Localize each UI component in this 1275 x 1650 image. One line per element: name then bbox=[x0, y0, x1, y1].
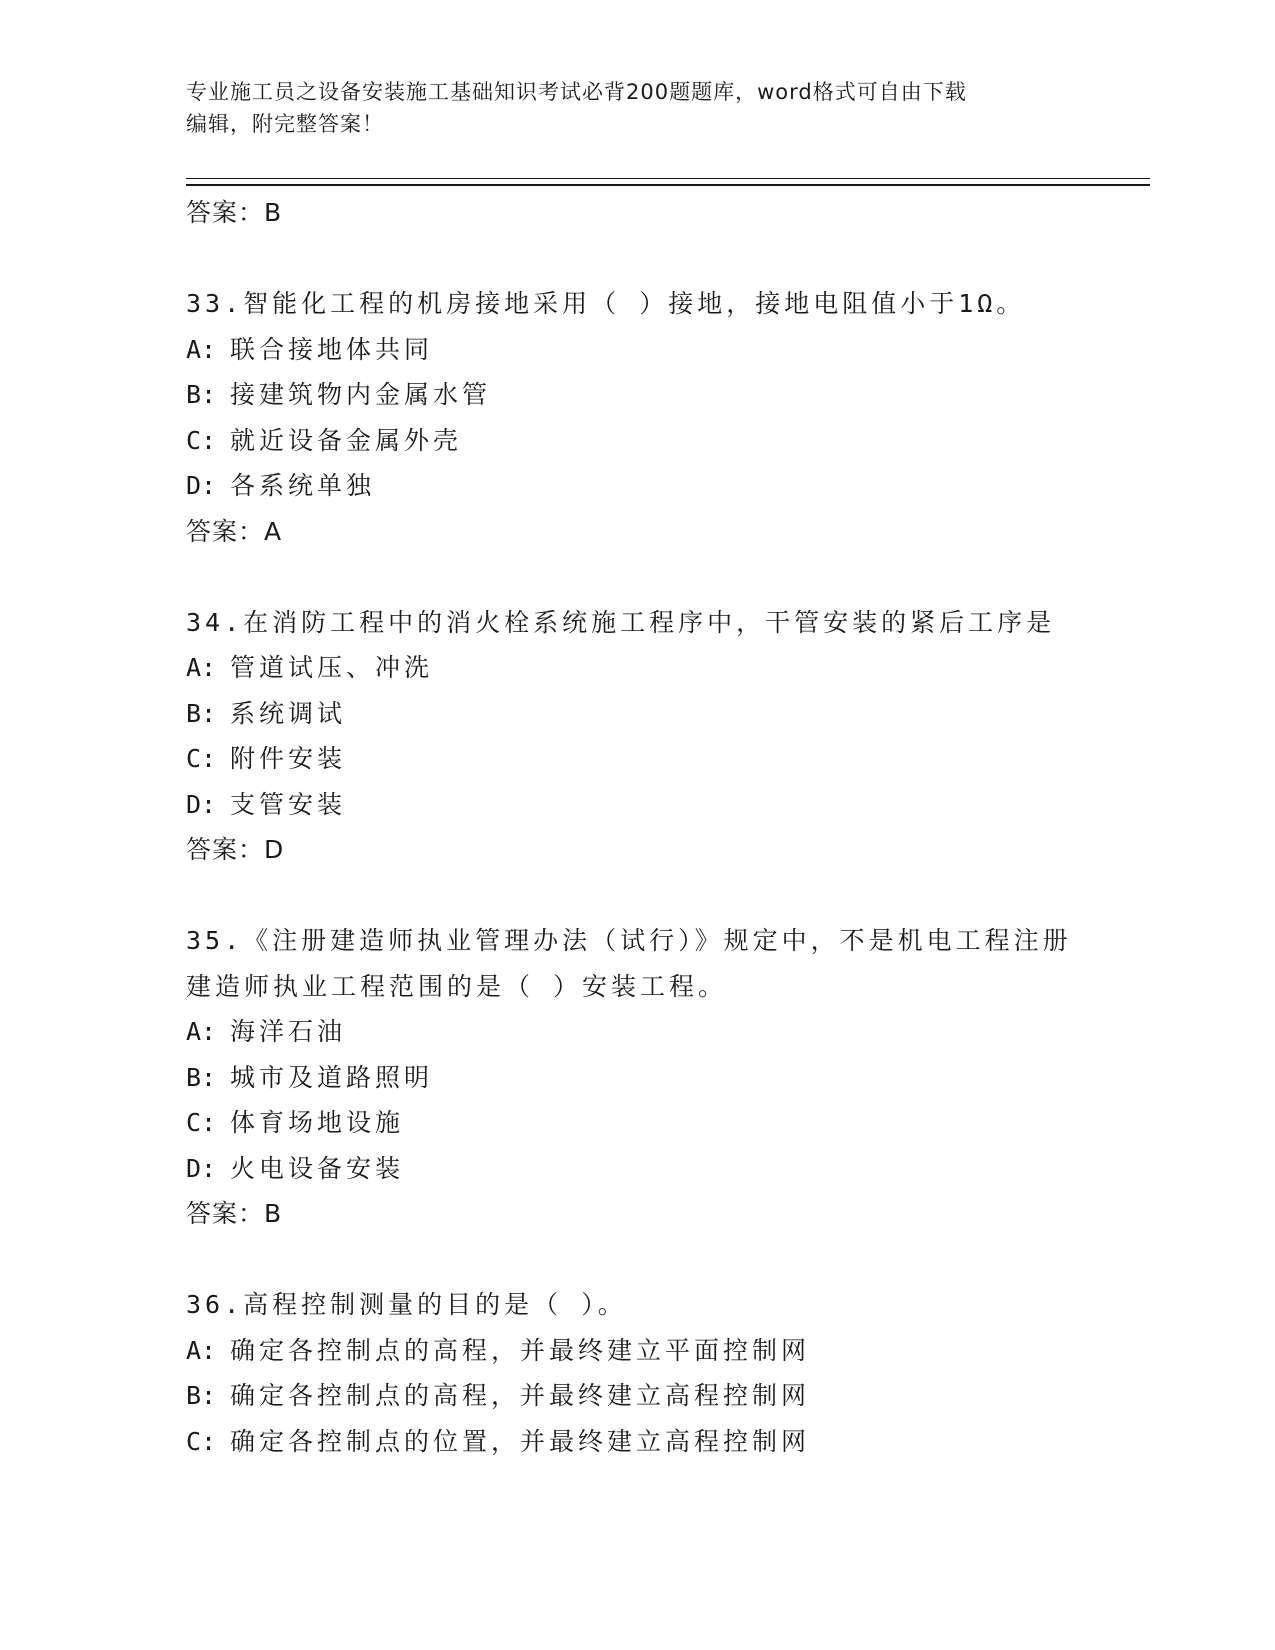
option-c bbox=[186, 1419, 1106, 1465]
option-text: 海洋石油 bbox=[230, 1017, 347, 1046]
spacer bbox=[186, 554, 1106, 600]
option-letter: B: bbox=[186, 1062, 217, 1092]
option-text: 支管安装 bbox=[230, 789, 347, 819]
question-stem: 33.智能化工程的机房接地采用（ ）接地，接地电阻值小于1Ω。 bbox=[186, 289, 1026, 318]
answer: 答案：B bbox=[186, 1199, 283, 1228]
answer: 答案：D bbox=[186, 835, 285, 864]
option-c bbox=[186, 418, 1106, 464]
option-b bbox=[186, 372, 1106, 418]
question-list bbox=[186, 190, 1106, 1464]
spacer bbox=[186, 873, 1106, 919]
option-letter: C: bbox=[186, 744, 217, 773]
question-35 bbox=[186, 918, 1106, 1237]
question-36 bbox=[186, 1282, 1106, 1464]
option-c bbox=[186, 1100, 1106, 1146]
option-a bbox=[186, 645, 1106, 691]
option-d bbox=[186, 1146, 1106, 1192]
option-b bbox=[186, 691, 1106, 737]
option-text: 火电设备安装 bbox=[230, 1153, 405, 1183]
option-text: 各系统单独 bbox=[230, 471, 376, 500]
spacer bbox=[186, 1237, 1106, 1283]
header-divider bbox=[186, 178, 1150, 186]
question-34 bbox=[186, 600, 1106, 873]
option-letter: B: bbox=[186, 380, 217, 409]
spacer bbox=[186, 236, 1106, 282]
question-stem: 34.在消防工程中的消火栓系统施工程序中，干管安装的紧后工序是 bbox=[186, 607, 1056, 637]
option-text: 确定各控制点的高程，并最终建立平面控制网 bbox=[230, 1335, 811, 1365]
option-d bbox=[186, 782, 1106, 828]
option-letter: C: bbox=[186, 1108, 217, 1137]
option-text: 城市及道路照明 bbox=[230, 1062, 434, 1092]
header-line-2: 编辑，附完整答案！ bbox=[186, 112, 384, 136]
option-b bbox=[186, 1373, 1106, 1419]
option-b bbox=[186, 1055, 1106, 1101]
option-text: 确定各控制点的位置，并最终建立高程控制网 bbox=[230, 1426, 811, 1456]
option-text: 接建筑物内金属水管 bbox=[230, 380, 492, 409]
option-letter: A: bbox=[186, 1335, 217, 1365]
question-33 bbox=[186, 281, 1106, 554]
option-d bbox=[186, 463, 1106, 509]
option-letter: A: bbox=[186, 653, 217, 682]
question-stem: 36.高程控制测量的目的是（ ）。 bbox=[186, 1290, 627, 1319]
header-line-1: 专业施工员之设备安装施工基础知识考试必背200题题库，word格式可自由下载 bbox=[186, 80, 967, 104]
option-c bbox=[186, 736, 1106, 782]
question-stem: 35.《注册建造师执业管理办法（试行）》规定中，不是机电工程注册 bbox=[186, 926, 1072, 955]
option-text: 确定各控制点的高程，并最终建立高程控制网 bbox=[230, 1381, 811, 1410]
answer: 答案：A bbox=[186, 516, 283, 546]
option-text: 就近设备金属外壳 bbox=[230, 425, 463, 455]
option-a bbox=[186, 1009, 1106, 1055]
option-letter: C: bbox=[186, 1426, 217, 1456]
option-letter: C: bbox=[186, 425, 217, 455]
option-text: 系统调试 bbox=[230, 698, 347, 728]
answer-prev: 答案：B bbox=[186, 198, 283, 227]
option-a bbox=[186, 327, 1106, 373]
option-text: 联合接地体共同 bbox=[230, 334, 434, 364]
option-text: 体育场地设施 bbox=[230, 1108, 405, 1137]
option-text: 管道试压、冲洗 bbox=[230, 653, 434, 682]
option-letter: A: bbox=[186, 334, 217, 364]
option-letter: D: bbox=[186, 789, 217, 819]
option-a bbox=[186, 1328, 1106, 1374]
option-letter: D: bbox=[186, 471, 217, 500]
option-text: 附件安装 bbox=[230, 744, 347, 773]
question-stem-cont: 建造师执业工程范围的是（ ）安装工程。 bbox=[186, 971, 728, 1001]
option-letter: B: bbox=[186, 698, 217, 728]
option-letter: D: bbox=[186, 1153, 217, 1183]
option-letter: B: bbox=[186, 1381, 217, 1410]
option-letter: A: bbox=[186, 1017, 217, 1046]
page-header bbox=[186, 76, 1066, 140]
